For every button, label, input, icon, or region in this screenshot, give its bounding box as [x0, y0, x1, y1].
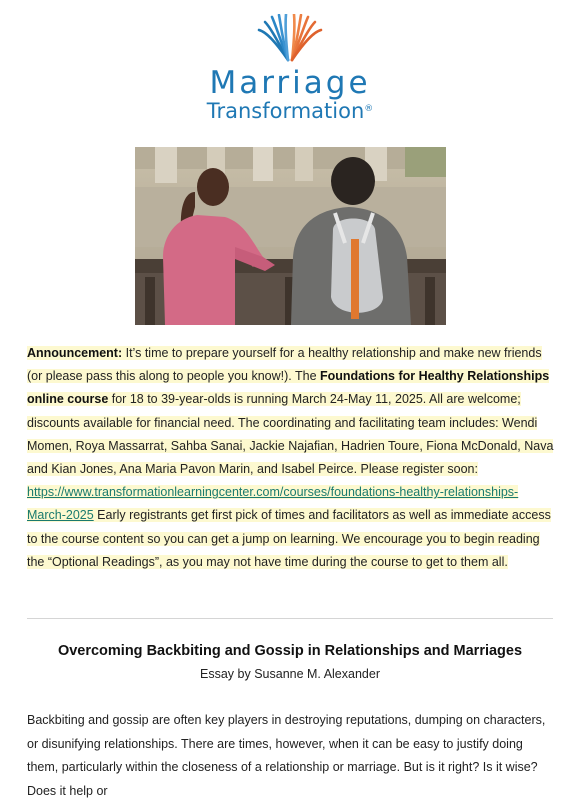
essay-body: Backbiting and gossip are often key players in destroying reputations, dumping on characters, or disunifying relationships. There are times, however, when it can be easy to justify doing them, particularly within the closeness of a relationship or marriage. But is it right? Is it wise? Does it help or: [27, 713, 546, 798]
announcement-paragraph: [27, 342, 557, 574]
announcement-text-3: Early registrants get first pick of times and facilitators as well as immediate access to the course content so you can get a jump on learning. We encourage you to begin reading the “Optional Readings”, as you may not have time during the course to get to them all.: [27, 508, 551, 569]
announcement-highlight: [27, 346, 553, 569]
logo-text-marriage: Marriage: [209, 65, 371, 101]
section-divider: [27, 618, 553, 619]
fan-logo-icon: [255, 14, 325, 62]
essay-title: Overcoming Backbiting and Gossip in Relationships and Marriages: [57, 643, 523, 659]
couple-photo[interactable]: [135, 147, 446, 325]
marriage-transformation-logo[interactable]: [0, 14, 580, 122]
announcement-label: Announcement:: [27, 346, 123, 360]
announcement-text-2: for 18 to 39-year-olds is running March 24-May 11, 2025. All are welcome; discounts available for financial need. The coordinating and facilitating team includes: Wendi Momen, Roya Massarrat, Sahba Sanai, Jackie Najafian, Hadrien Toure, Fiona McDonald, Nava and Kian Jones, Ana Maria Pavon Marin, and Isabel Peirce. Please register soon:: [27, 392, 554, 477]
logo-text-transformation-word: Transformation: [206, 99, 365, 123]
couple-photo-icon: [135, 147, 446, 325]
trademark-symbol: ®: [364, 104, 374, 114]
registration-link[interactable]: https://www.transformationlearningcenter.com/courses/foundations-healthy-relationships-March-2025: [27, 485, 519, 523]
course-name: Foundations for Healthy Relationships online course: [27, 369, 550, 407]
announcement-text-1: It’s time to prepare yourself for a healthy relationship and make new friends (or please pass this along to people you know!). The: [27, 346, 542, 384]
logo-text-transformation: [0, 100, 580, 122]
essay-byline: Essay by Susanne M. Alexander: [200, 667, 380, 681]
